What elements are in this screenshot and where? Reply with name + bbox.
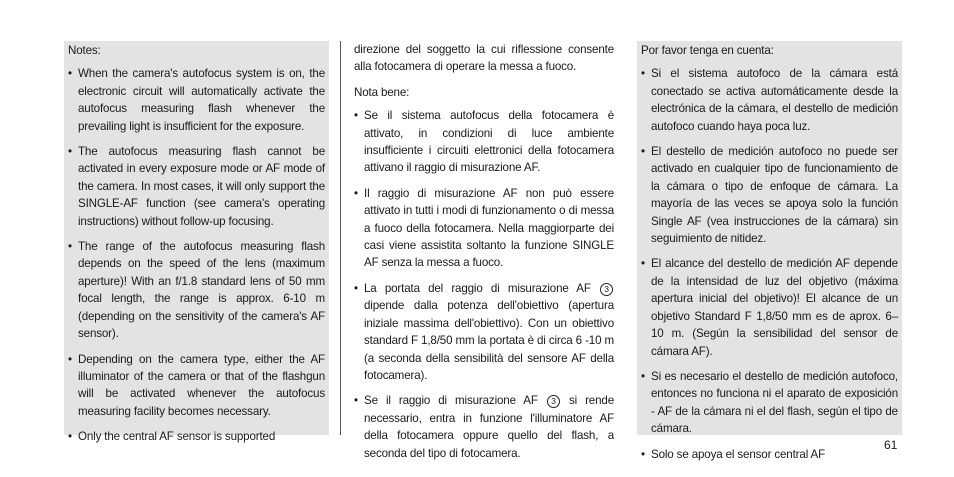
list-item: • The autofocus measuring flash cannot be activated in every exposure mode or AF mode of the camera. In most cases, it will only support the SINGLE-AF function (see camera's operating instructions) without follow-up focusing.	[68, 145, 325, 228]
italian-notes-column	[348, 41, 618, 470]
column-divider	[340, 41, 341, 435]
bullet: •	[68, 430, 72, 444]
list-item: • When the camera's autofocus system is on, the electronic circuit will automatically activate the autofocus measuring flash whenever the prevailing light is insufficient for the exposure.	[68, 67, 325, 133]
bullet: •	[68, 67, 72, 81]
bullet: •	[641, 369, 645, 383]
list-item: • Se il raggio di misurazione AF 3 si rende necessario, entra in funzione l'illuminatore AF della fotocamera oppure quello del flash, a seconda del tipo di fotocamera.	[354, 394, 614, 460]
page-number: 61	[884, 438, 898, 452]
bullet: •	[68, 352, 72, 366]
list-item: • Si el sistema autofoco de la cámara está conectado se activa automáticamente desde la electrónica de la cámara, el destello de medición autofoco cuando haya poca luz.	[641, 67, 898, 133]
bullet: •	[641, 447, 645, 461]
continued-paragraph: direzione del soggetto la cui riflessione consente alla fotocamera di operare la messa a fuoco.	[354, 43, 614, 74]
bullet: •	[354, 394, 358, 408]
list-item: • Only the central AF sensor is supported	[68, 428, 325, 445]
list-item: • The range of the autofocus measuring flash depends on the speed of the lens (maximum aperture)! With an f/1.8 standard lens of 50 mm focal length, the range is approx. 6-10 m (depending on the sensitivity of the camera's AF sensor).	[68, 240, 325, 341]
bullet: •	[68, 240, 72, 254]
bullet: •	[354, 186, 358, 200]
list-item: • Solo se apoya el sensor central AF	[641, 446, 898, 463]
reference-number-3: 3	[600, 283, 613, 296]
list-item: • La portata del raggio di misurazione AF 3 dipende dalla potenza dell'obiettivo (apertura iniziale massima dell'obiettivo). Con un obiettivo standard F 1,8/50 mm la portata è di circa 6 -10 m (a seconda della sensibilità del sensore AF della fotocamera).	[354, 281, 614, 382]
reference-number-3: 3	[547, 395, 560, 408]
bullet: •	[68, 145, 72, 159]
notes-heading: Por favor tenga en cuenta:	[641, 44, 774, 57]
bullet: •	[641, 67, 645, 81]
spanish-notes-column	[637, 41, 902, 461]
list-item: • El destello de medición autofoco no puede ser activado en cualquier tipo de funcionamiento de la cámara o tipo de enfoque de cámara. La mayoría de las veces se apoya solo la función Single AF (vea instrucciones de la cámara) sin seguimiento de nitidez.	[641, 145, 898, 246]
bullet: •	[641, 257, 645, 271]
list-item: • Il raggio di misurazione AF non può essere attivato in tutti i modi di funzionamento o di messa a fuoco della fotocamera. Nella maggiorparte dei casi viene assistita soltanto la funzione SINGLE AF senza la messa a fuoco.	[354, 186, 614, 270]
bullet: •	[354, 109, 358, 123]
notes-heading: Nota bene:	[354, 85, 410, 99]
list-item: • Se il sistema autofocus della fotocamera è attivato, in condizioni di luce ambiente insufficiente i circuiti elettronici della fotocamera attivano il raggio di misurazione AF.	[354, 109, 614, 175]
notes-heading: Notes:	[68, 44, 101, 57]
list-item: • Si es necesario el destello de medición autofoco, entonces no funciona ni el aparato de exposición - AF de la cámara ni el del flash, según el tipo de cámara.	[641, 369, 898, 436]
list-item: • Depending on the camera type, either the AF illuminator of the camera or that of the flashgun will be activated whenever the autofocus measuring facility becomes necessary.	[68, 352, 325, 418]
english-notes-column	[64, 41, 329, 444]
list-item: • El alcance del destello de medición AF depende de la intensidad de luz del objetivo (máxima apertura inicial del objetivo)! El alcance de un objetivo Standard F 1,8/50 mm es de aprox. 6–10 m. (Según la sensibilidad del sensor de cámara AF).	[641, 257, 898, 358]
bullet: •	[354, 281, 358, 295]
bullet: •	[641, 145, 645, 159]
